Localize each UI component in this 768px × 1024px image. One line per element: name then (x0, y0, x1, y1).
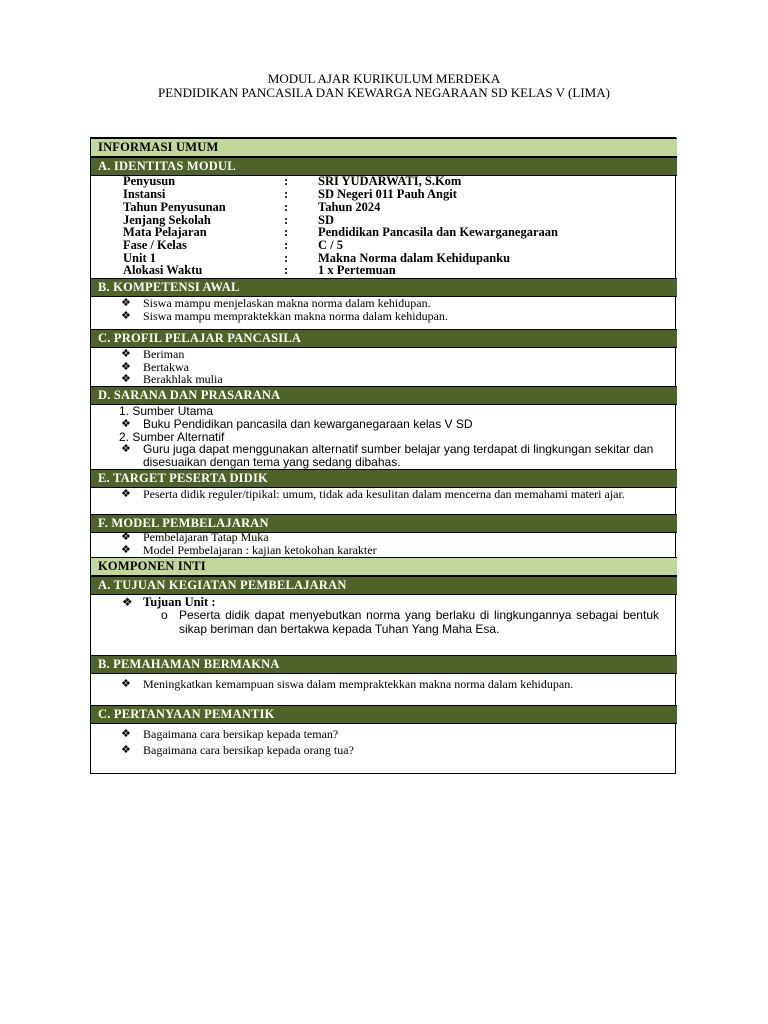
identitas-separator: : (284, 213, 289, 227)
identitas-value: SD (318, 213, 334, 227)
bullet-icon: ❖ (121, 297, 131, 309)
profil-item: Berakhlak mulia (143, 372, 223, 386)
model-item: Model Pembelajaran : kajian ketokohan karakter (143, 543, 377, 557)
bullet-icon: ❖ (121, 728, 131, 740)
identitas-separator: : (284, 174, 289, 188)
identitas-label: Unit 1 (123, 251, 156, 265)
identitas-separator: : (284, 238, 289, 252)
bullet-icon: ❖ (121, 418, 131, 430)
pertanyaan-item: Bagaimana cara bersikap kepada orang tua? (143, 743, 354, 757)
identitas-label: Alokasi Waktu (123, 263, 203, 277)
sumber-alternatif-heading: 2. Sumber Alternatif (119, 430, 225, 444)
document-subtitle: PENDIDIKAN PANCASILA DAN KEWARGA NEGARAAN SD KELAS V (LIMA) (158, 85, 610, 100)
identitas-value: SD Negeri 011 Pauh Angit (318, 187, 457, 201)
pemahaman-item: Meningkatkan kemampuan siswa dalam mempraktekkan makna norma dalam kehidupan. (143, 677, 574, 691)
section-identitas-modul: A. IDENTITAS MODUL (91, 157, 677, 176)
section-profil-pelajar: C. PROFIL PELAJAR PANCASILA (91, 329, 677, 348)
identitas-label: Fase / Kelas (123, 238, 187, 252)
bullet-icon: ❖ (121, 361, 131, 373)
pertanyaan-item: Bagaimana cara bersikap kepada teman? (143, 727, 339, 741)
tujuan-text: Peserta didik dapat menyebutkan norma yang berlaku di lingkungannya sebagai bentuk sikap beriman dan bertakwa kepada Tuhan Yang Maha Esa. (179, 608, 659, 636)
bullet-icon: ❖ (121, 678, 131, 690)
bullet-icon: ❖ (121, 310, 131, 322)
identitas-label: Tahun Penyusunan (123, 200, 226, 214)
identitas-label: Penyusun (123, 174, 176, 188)
profil-item: Beriman (143, 347, 185, 361)
identitas-value: 1 x Pertemuan (318, 263, 396, 277)
bullet-icon: ❖ (121, 488, 131, 500)
sumber-utama-heading: 1. Sumber Utama (119, 404, 214, 418)
bullet-icon: ❖ (121, 443, 131, 455)
identitas-separator: : (284, 251, 289, 265)
section-model-pembelajaran: F. MODEL PEMBELAJARAN (91, 514, 677, 533)
bullet-icon: ❖ (121, 744, 131, 756)
sub-bullet-icon: o (161, 608, 168, 622)
section-pertanyaan-pemantik: C. PERTANYAAN PEMANTIK (91, 705, 677, 724)
section-tujuan-kegiatan: A. TUJUAN KEGIATAN PEMBELAJARAN (91, 576, 677, 595)
identitas-value: Tahun 2024 (318, 200, 381, 214)
identitas-value: C / 5 (318, 238, 343, 252)
target-item: Peserta didik reguler/tipikal: umum, tidak ada kesulitan dalam mencerna dan memahami materi ajar. (143, 487, 625, 501)
identitas-separator: : (284, 187, 289, 201)
identitas-value: Pendidikan Pancasila dan Kewarganegaraan (318, 225, 558, 239)
section-target-peserta: E. TARGET PESERTA DIDIK (91, 469, 677, 488)
module-table (90, 137, 676, 774)
bullet-icon: ❖ (122, 595, 133, 609)
identitas-value: Makna Norma dalam Kehidupanku (318, 251, 511, 265)
identitas-label: Mata Pelajaran (123, 225, 207, 239)
section-komponen-inti: KOMPONEN INTI (91, 557, 677, 576)
sarana-item: Guru juga dapat menggunakan alternatif sumber belajar yang terdapat di lingkungan sekitar dan disesuaikan dengan tema yang sedang dibahas. (143, 442, 654, 469)
profil-item: Bertakwa (143, 360, 189, 374)
section-pemahaman-bermakna: B. PEMAHAMAN BERMAKNA (91, 655, 677, 674)
model-item: Pembelajaran Tatap Muka (143, 530, 269, 544)
kompetensi-item: Siswa mampu menjelaskan makna norma dalam kehidupan. (143, 296, 431, 310)
section-informasi-umum: INFORMASI UMUM (91, 138, 677, 157)
kompetensi-item: Siswa mampu mempraktekkan makna norma dalam kehidupan. (143, 309, 448, 323)
sarana-item: Buku Pendidikan pancasila dan kewarganegaraan kelas V SD (143, 417, 473, 431)
tujuan-unit-label: Tujuan Unit : (143, 595, 216, 609)
section-sarana-prasarana: D. SARANA DAN PRASARANA (91, 386, 677, 405)
identitas-separator: : (284, 200, 289, 214)
identitas-separator: : (284, 225, 289, 239)
bullet-icon: ❖ (121, 348, 131, 360)
bullet-icon: ❖ (121, 544, 131, 556)
document-title: MODUL AJAR KURIKULUM MERDEKA (267, 71, 501, 86)
identitas-label: Instansi (123, 187, 166, 201)
bullet-icon: ❖ (121, 373, 131, 385)
identitas-value: SRI YUDARWATI, S.Kom (318, 174, 462, 188)
bullet-icon: ❖ (121, 531, 131, 543)
identitas-separator: : (284, 263, 289, 277)
identitas-label: Jenjang Sekolah (123, 213, 211, 227)
section-kompetensi-awal: B. KOMPETENSI AWAL (91, 278, 677, 297)
